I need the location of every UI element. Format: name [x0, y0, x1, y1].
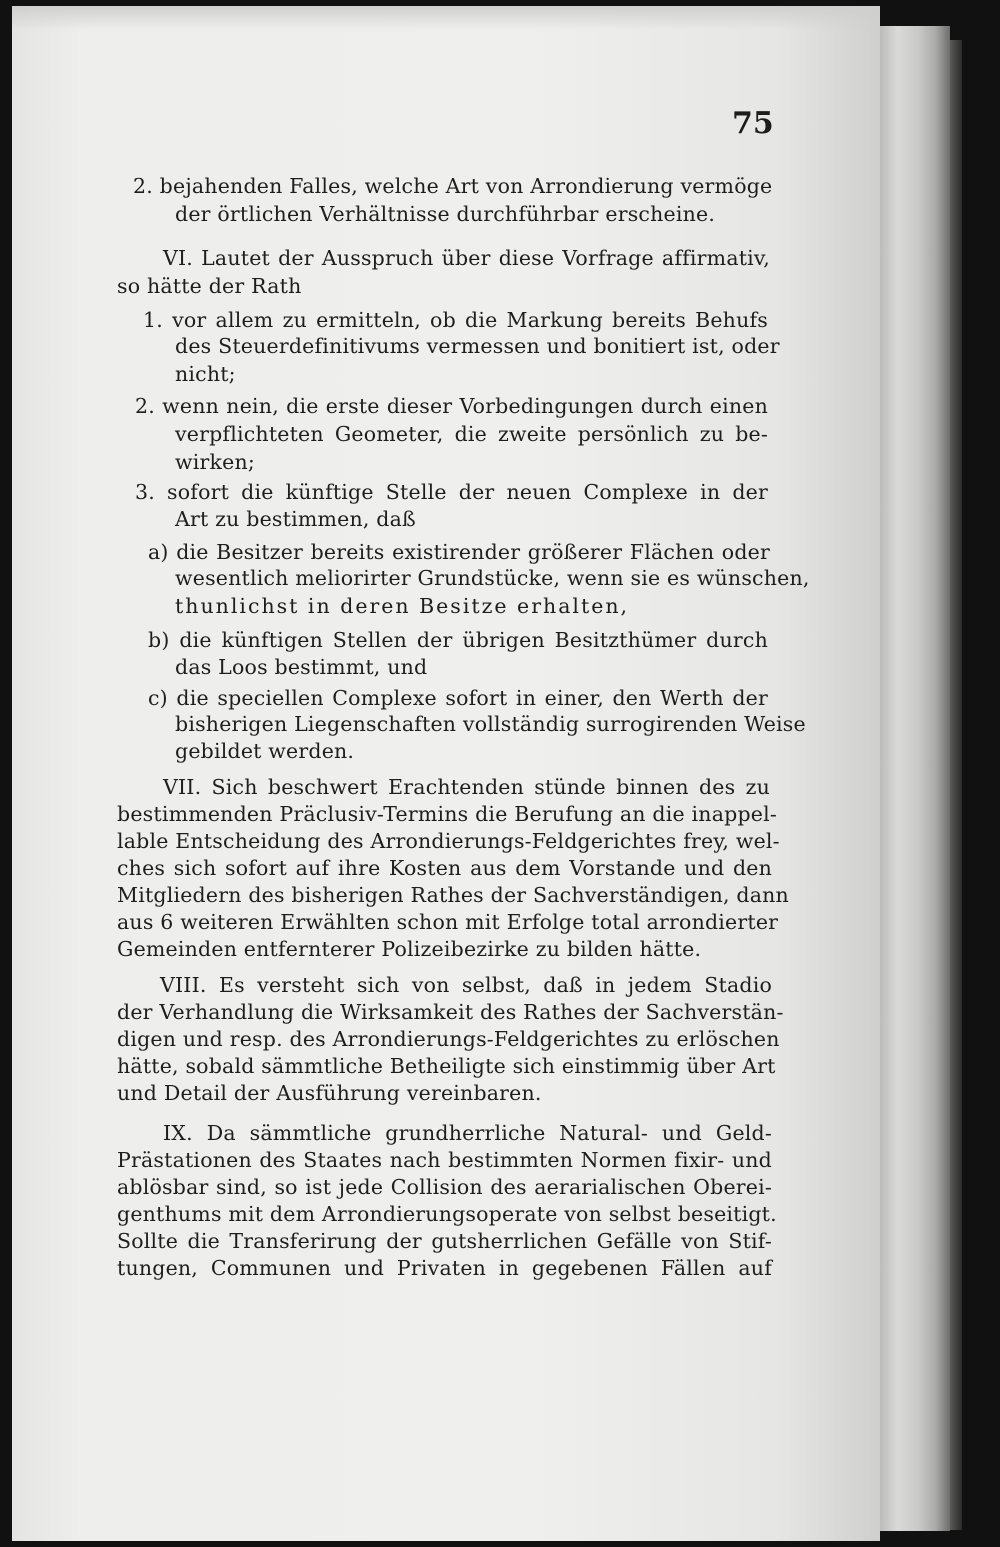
- text-line: wirken;: [175, 450, 255, 474]
- text-line: der örtlichen Verhältnisse durchführbar erscheine.: [175, 202, 716, 226]
- text-line: ablösbar sind, so ist jede Collision des aerarialischen Oberei-: [117, 1175, 772, 1199]
- text-line: genthums mit dem Arrondierungsoperate von selbst beseitigt.: [117, 1202, 777, 1226]
- text-line: Prästationen des Staates nach bestimmten Normen fixir- und: [117, 1148, 772, 1172]
- text-line: Gemeinden entfernterer Polizeibezirke zu bilden hätte.: [117, 937, 702, 961]
- text-line: so hätte der Rath: [117, 274, 302, 298]
- text-line: 3. sofort die künftige Stelle der neuen Complexe in der: [135, 480, 768, 504]
- text-line: verpflichteten Geometer, die zweite persönlich zu be-: [175, 422, 768, 446]
- text-line: 2. wenn nein, die erste dieser Vorbedingungen durch einen: [135, 394, 768, 418]
- text-line: thunlichst in deren Besitze erhalten,: [175, 594, 630, 618]
- text-line: Mitgliedern des bisherigen Rathes der Sachverständigen, dann: [117, 883, 789, 907]
- text-line: der Verhandlung die Wirksamkeit des Rathes der Sachverstän-: [117, 1000, 784, 1024]
- text-line: b) die künftigen Stellen der übrigen Besitzthümer durch: [148, 628, 768, 652]
- text-line: hätte, sobald sämmtliche Betheiligte sich einstimmig über Art: [117, 1054, 776, 1078]
- text-line: a) die Besitzer bereits existirender größerer Flächen oder: [148, 540, 770, 564]
- text-line: Sollte die Transferirung der gutsherrlichen Gefälle von Stif-: [117, 1229, 772, 1253]
- text-line: 1. vor allem zu ermitteln, ob die Markung bereits Behufs: [143, 308, 768, 332]
- text-line: und Detail der Ausführung vereinbaren.: [117, 1081, 542, 1105]
- page-top-shadow: [12, 6, 880, 30]
- text-line: aus 6 weiteren Erwählten schon mit Erfolge total arrondierter: [117, 910, 779, 934]
- text-line: c) die speciellen Complexe sofort in einer, den Werth der: [148, 686, 768, 710]
- text-line: VI. Lautet der Ausspruch über diese Vorfrage affirmativ,: [163, 246, 770, 270]
- text-line: VIII. Es versteht sich von selbst, daß in jedem Stadio: [160, 973, 772, 997]
- book-page: [12, 6, 880, 1541]
- text-line: lable Entscheidung des Arrondierungs-Feldgerichtes frey, wel-: [117, 829, 780, 853]
- text-line: digen und resp. des Arrondierungs-Feldgerichtes zu erlöschen: [117, 1027, 780, 1051]
- page-edge-shadow: [880, 26, 950, 1531]
- text-line: tungen, Communen und Privaten in gegebenen Fällen auf: [117, 1256, 772, 1280]
- text-line: bestimmenden Präclusiv-Termins die Berufung an die inappel-: [117, 802, 777, 826]
- book-spine-shadow: [950, 40, 962, 1530]
- text-line: wesentlich meliorirter Grundstücke, wenn sie es wünschen,: [175, 566, 810, 590]
- text-line: Art zu bestimmen, daß: [175, 507, 416, 531]
- text-line: das Loos bestimmt, und: [175, 655, 428, 679]
- text-line: nicht;: [175, 362, 236, 386]
- text-line: 2. bejahenden Falles, welche Art von Arrondierung vermöge: [133, 174, 773, 198]
- text-line: IX. Da sämmtliche grundherrliche Natural- und Geld-: [163, 1121, 772, 1145]
- text-line: des Steuerdefinitivums vermessen und bonitiert ist, oder: [175, 334, 780, 358]
- text-line: ches sich sofort auf ihre Kosten aus dem Vorstande und den: [117, 856, 772, 880]
- page-number: 75: [732, 106, 774, 141]
- text-line: bisherigen Liegenschaften vollständig surrogirenden Weise: [175, 712, 806, 736]
- text-line: VII. Sich beschwert Erachtenden stünde binnen des zu: [163, 775, 770, 799]
- text-line: gebildet werden.: [175, 739, 355, 763]
